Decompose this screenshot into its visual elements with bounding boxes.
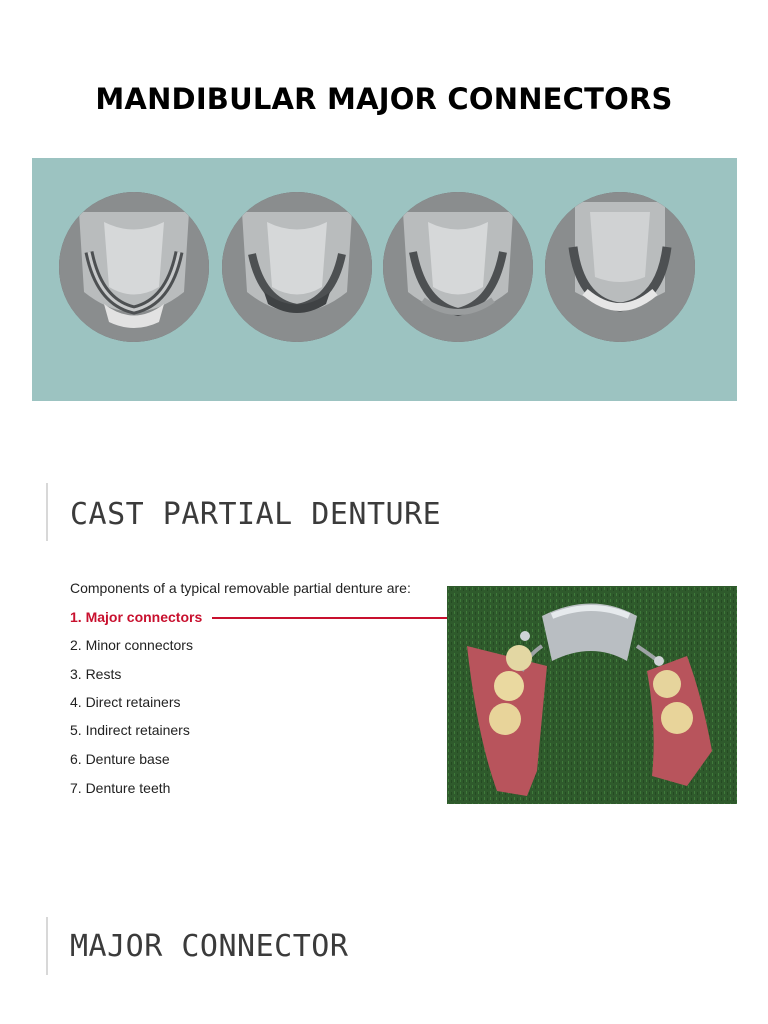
list-item: 4. Direct retainers <box>70 694 181 710</box>
list-item: 3. Rests <box>70 666 122 682</box>
list-item: 1. Major connectors <box>70 609 203 625</box>
sublingual-bar-connector-icon <box>383 192 533 342</box>
lingual-bar-connector-icon <box>59 192 209 342</box>
list-item: 2. Minor connectors <box>70 637 193 653</box>
page-title: MANDIBULAR MAJOR CONNECTORS <box>95 82 673 116</box>
slide1-accent-bar <box>46 483 48 541</box>
lingual-plate-connector-icon <box>222 192 372 342</box>
slide2-title: MAJOR CONNECTOR <box>70 929 349 964</box>
slide1-intro: Components of a typical removable partial denture are: <box>70 580 411 596</box>
labial-bar-connector-icon <box>545 192 695 342</box>
list-item: 6. Denture base <box>70 751 170 767</box>
list-item: 5. Indirect retainers <box>70 722 190 738</box>
slide1-title: CAST PARTIAL DENTURE <box>70 497 442 532</box>
connector-thumbnails-panel <box>32 158 737 401</box>
partial-denture-photo-icon <box>447 586 737 804</box>
major-connector-leader-line <box>212 617 450 619</box>
slide2-accent-bar <box>46 917 48 975</box>
list-item: 7. Denture teeth <box>70 780 171 796</box>
